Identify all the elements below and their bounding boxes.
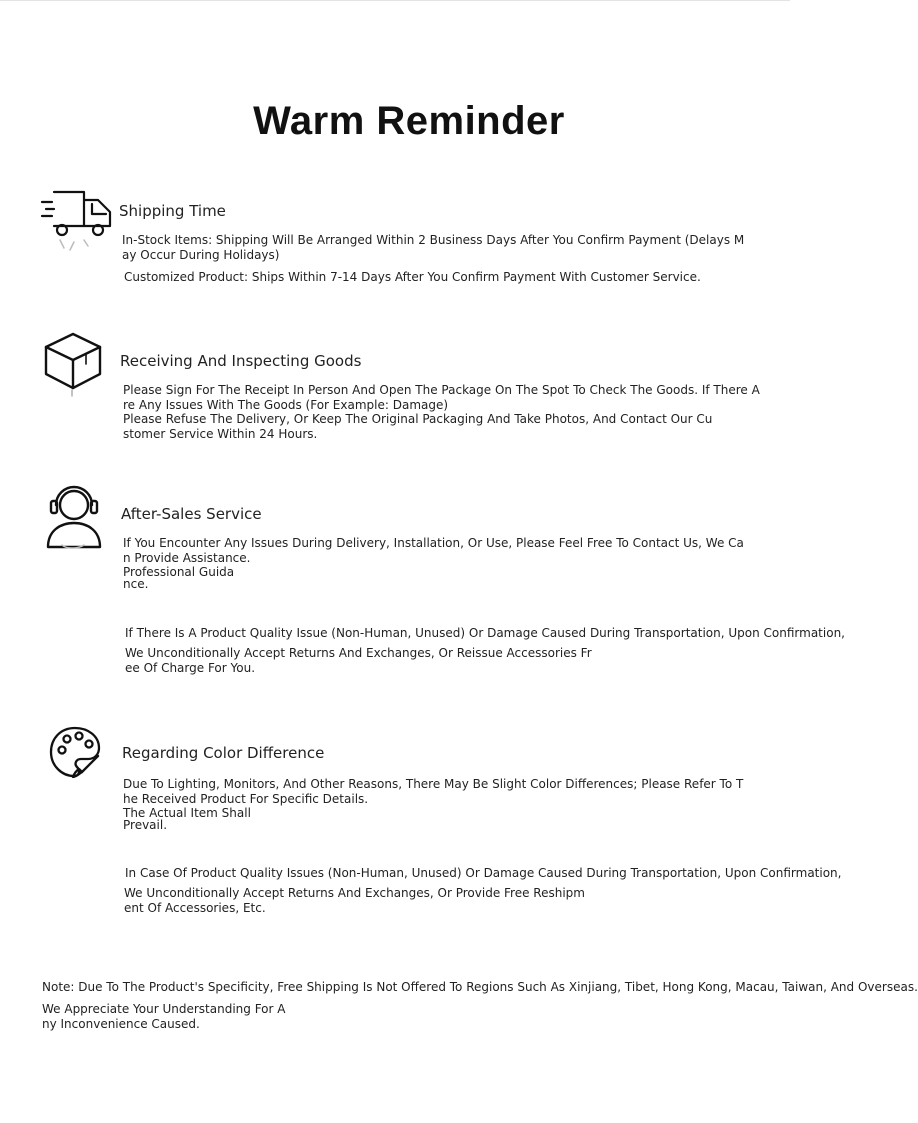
delivery-truck-icon <box>40 188 114 258</box>
section-text <box>123 567 234 590</box>
customer-service-headset-icon <box>44 483 104 553</box>
text-line: Note: Due To The Product's Specificity, Free Shipping Is Not Offered To Regions Such As Xinjiang, Tibet, Hong Kong, Macau, Taiwan, And Overseas. <box>42 980 918 994</box>
text-line: In-Stock Items: Shipping Will Be Arranged Within 2 Business Days After You Confirm Payment (Delays M <box>122 233 745 247</box>
text-line: ny Inconvenience Caused. <box>42 1016 200 1031</box>
text-line: The Actual Item Shall <box>123 806 251 820</box>
section-text <box>123 777 743 806</box>
text-line: Please Refuse The Delivery, Or Keep The Original Packaging And Take Photos, And Contact Our Cu <box>123 412 713 426</box>
section-text <box>125 626 845 641</box>
text-line: n Provide Assistance. <box>123 550 251 565</box>
text-line: ent Of Accessories, Etc. <box>124 900 266 915</box>
section-heading-receiving: Receiving And Inspecting Goods <box>120 352 362 370</box>
section-text <box>124 270 701 285</box>
text-line: ay Occur During Holidays) <box>122 247 280 262</box>
text-line: he Received Product For Specific Details. <box>123 791 369 806</box>
section-heading-shipping-time: Shipping Time <box>119 202 226 220</box>
note-text <box>42 1002 285 1031</box>
text-line: Professional Guida <box>123 565 235 579</box>
text-line: Please Sign For The Receipt In Person And Open The Package On The Spot To Check The Goods. If There A <box>123 383 760 397</box>
text-line: We Appreciate Your Understanding For A <box>42 1002 286 1016</box>
package-box-icon <box>42 330 104 396</box>
section-text <box>125 866 841 881</box>
text-line: ee Of Charge For You. <box>125 660 256 675</box>
section-text <box>123 808 251 831</box>
text-line: We Unconditionally Accept Returns And Exchanges, Or Reissue Accessories Fr <box>125 646 592 660</box>
text-line: If There Is A Product Quality Issue (Non-Human, Unused) Or Damage Caused During Transportation, Upon Confirmation, <box>125 626 845 640</box>
section-heading-color-difference: Regarding Color Difference <box>122 744 325 762</box>
text-line: Due To Lighting, Monitors, And Other Reasons, There May Be Slight Color Differences; Please Refer To T <box>123 777 744 791</box>
text-line: nce. <box>123 576 149 591</box>
text-line: We Unconditionally Accept Returns And Exchanges, Or Provide Free Reshipm <box>124 886 585 900</box>
note-text <box>42 980 918 995</box>
text-line: Customized Product: Ships Within 7-14 Days After You Confirm Payment With Customer Service. <box>124 270 701 284</box>
section-heading-after-sales: After-Sales Service <box>121 505 262 523</box>
text-line: stomer Service Within 24 Hours. <box>123 426 318 441</box>
text-line: Prevail. <box>123 817 168 832</box>
top-border-line <box>0 0 790 1</box>
section-text <box>123 383 760 441</box>
color-palette-icon <box>48 724 102 780</box>
section-text <box>125 646 592 675</box>
page-title: Warm Reminder <box>253 99 565 143</box>
section-text <box>123 536 744 565</box>
section-text <box>122 233 744 262</box>
text-line: re Any Issues With The Goods (For Example: Damage) <box>123 397 449 412</box>
text-line: If You Encounter Any Issues During Delivery, Installation, Or Use, Please Feel Free To Contact Us, We Ca <box>123 536 744 550</box>
text-line: In Case Of Product Quality Issues (Non-Human, Unused) Or Damage Caused During Transportation, Upon Confirmation, <box>125 866 842 880</box>
section-text <box>124 886 585 915</box>
